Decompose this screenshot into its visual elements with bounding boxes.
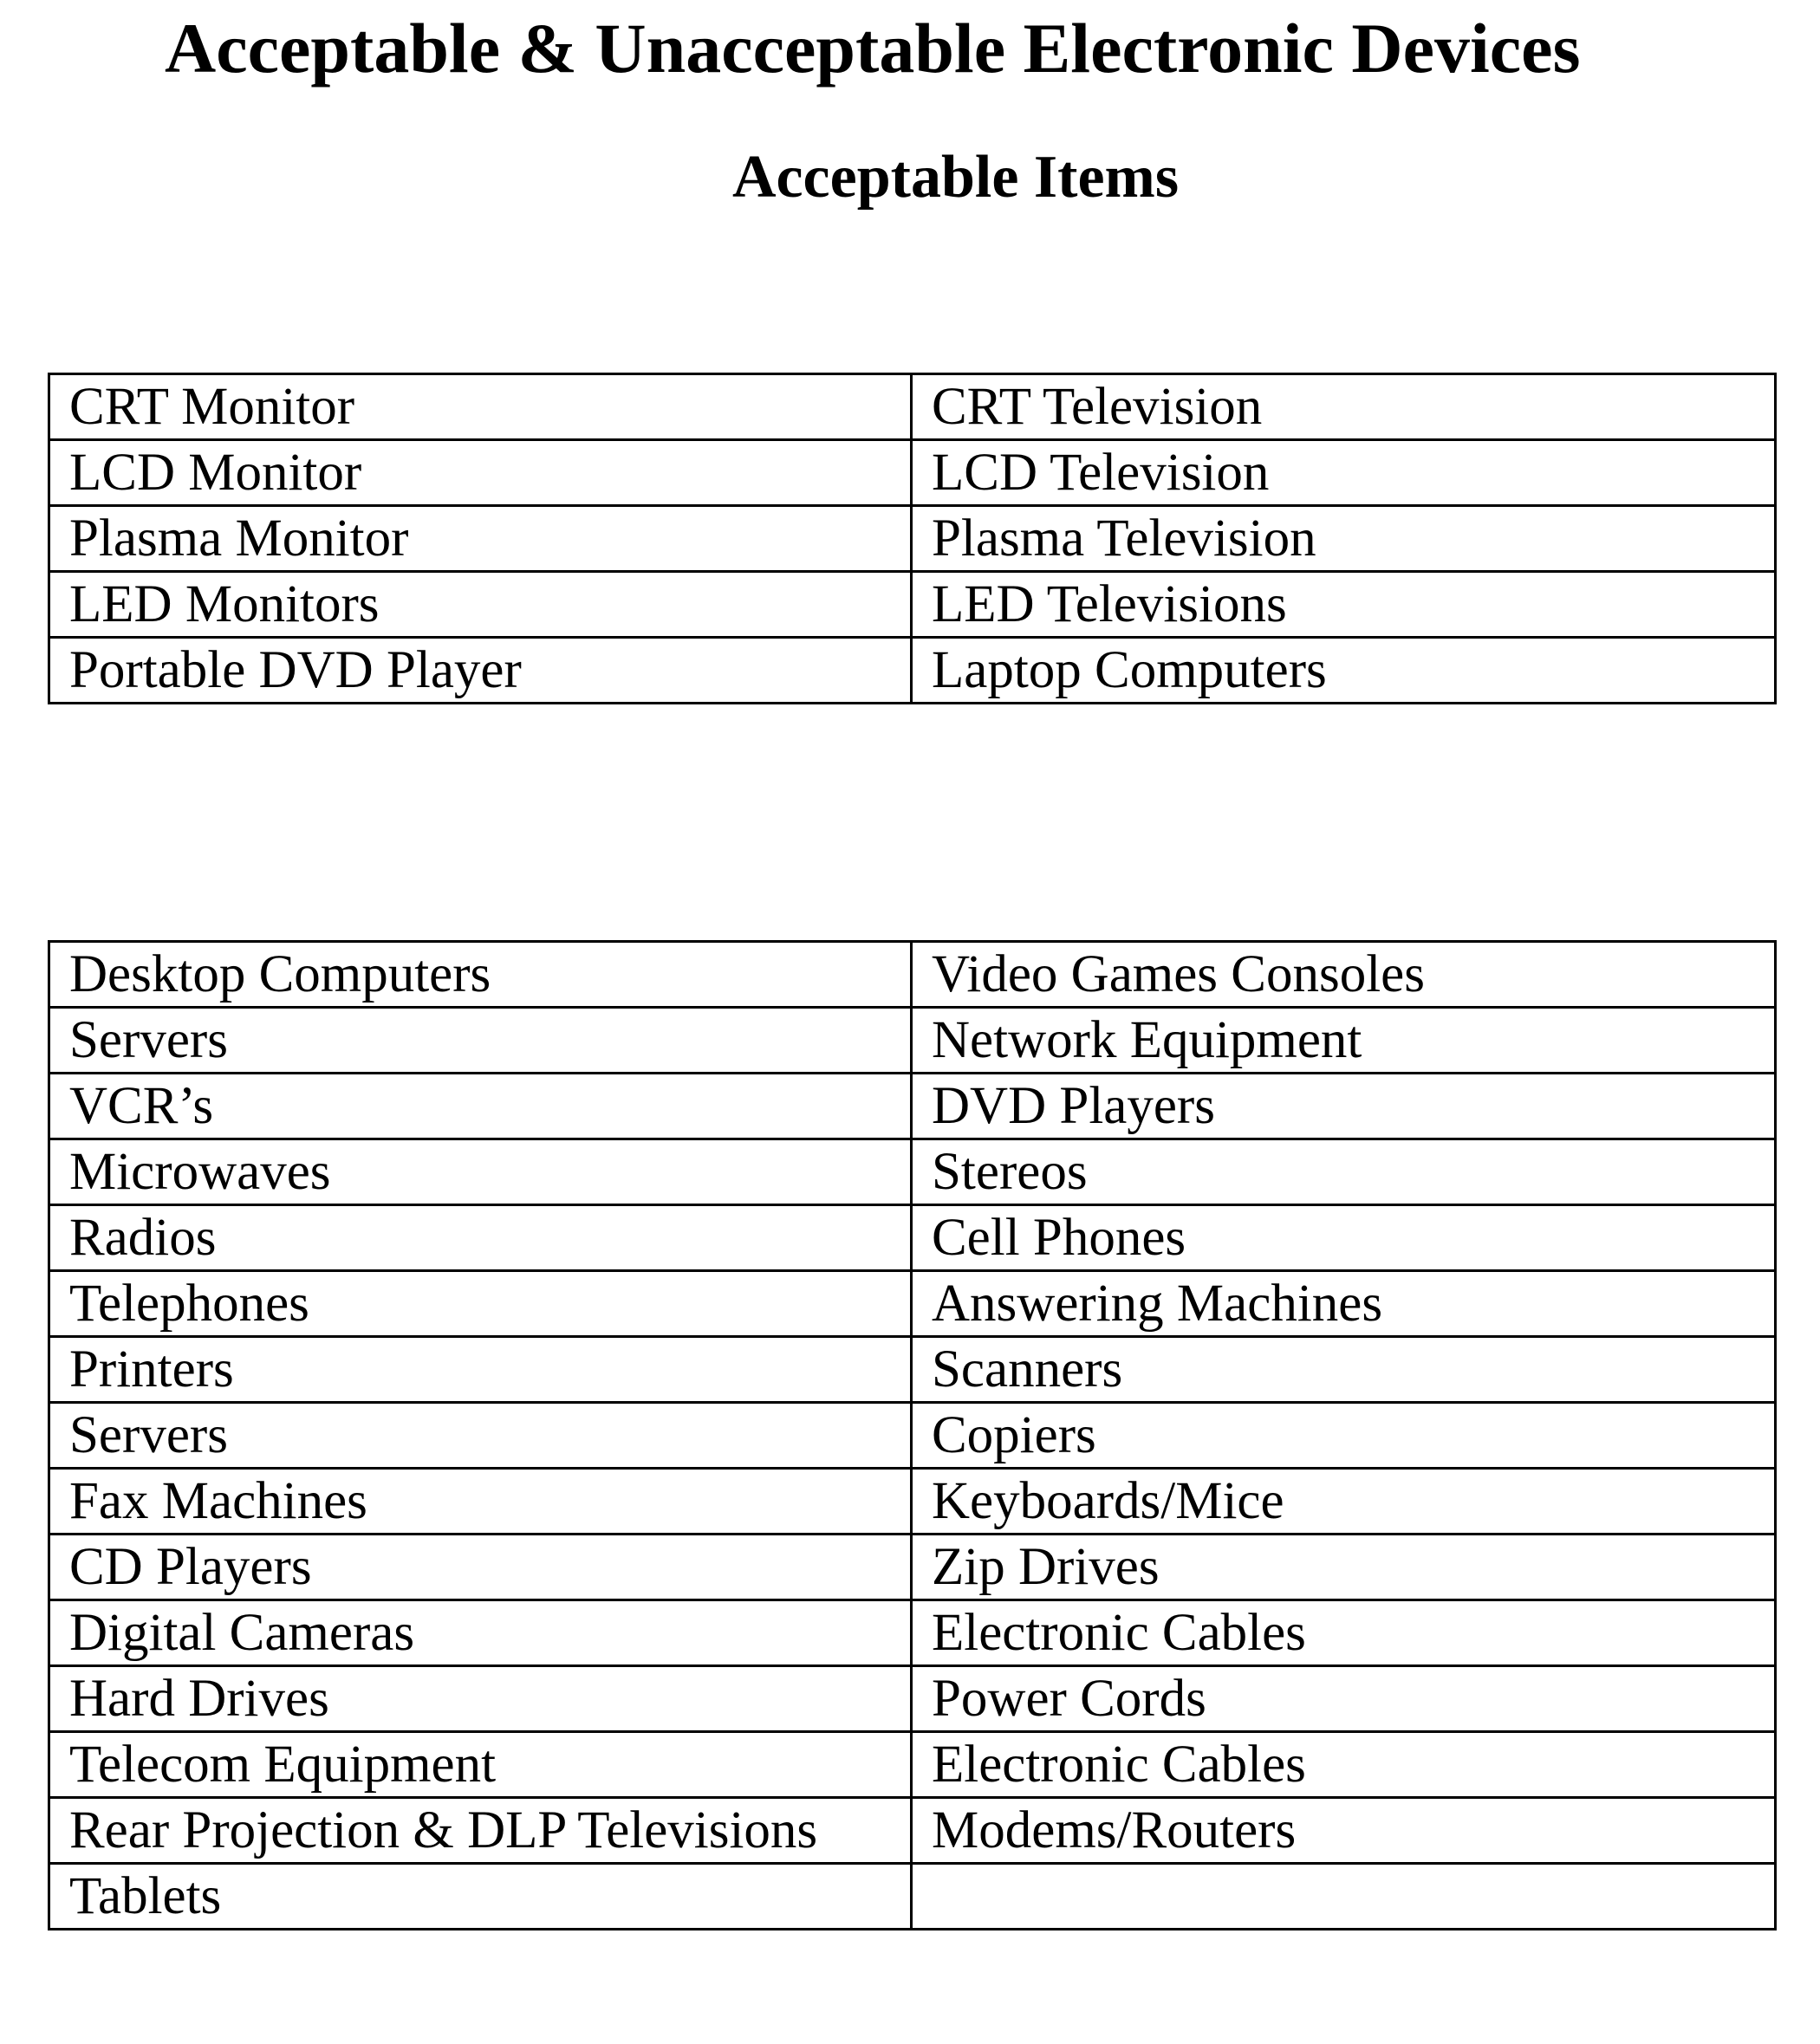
table-cell: Portable DVD Player [49, 638, 912, 704]
table-cell: Radios [49, 1205, 912, 1271]
table-cell: Digital Cameras [49, 1600, 912, 1666]
table-cell: Cell Phones [912, 1205, 1776, 1271]
table-cell: Hard Drives [49, 1666, 912, 1732]
table-row [49, 1469, 1776, 1535]
acceptable-items-table-monitors-tvs [48, 373, 1777, 704]
table-row [49, 1271, 1776, 1337]
table-cell: CRT Television [912, 374, 1776, 440]
acceptable-items-table-devices [48, 940, 1777, 1930]
table-row [49, 1535, 1776, 1600]
table-cell: Printers [49, 1337, 912, 1403]
table-cell: Servers [49, 1008, 912, 1074]
table-row [49, 1337, 1776, 1403]
table-cell: Copiers [912, 1403, 1776, 1469]
table-row [49, 1074, 1776, 1139]
table-cell: Telephones [49, 1271, 912, 1337]
table-cell: Electronic Cables [912, 1600, 1776, 1666]
table-row [49, 440, 1776, 506]
section-heading-acceptable-items: Acceptable Items [731, 144, 1180, 211]
table-cell: Keyboards/Mice [912, 1469, 1776, 1535]
table-row [49, 1798, 1776, 1864]
table-cell: Rear Projection & DLP Televisions [49, 1798, 912, 1864]
table-cell: DVD Players [912, 1074, 1776, 1139]
table-cell: Electronic Cables [912, 1732, 1776, 1798]
table-row [49, 1403, 1776, 1469]
table-row [49, 1666, 1776, 1732]
table-cell: Answering Machines [912, 1271, 1776, 1337]
table-cell: Tablets [49, 1864, 912, 1930]
table-cell: Stereos [912, 1139, 1776, 1205]
table-cell: CD Players [49, 1535, 912, 1600]
table-cell: VCR’s [49, 1074, 912, 1139]
table-cell: Plasma Television [912, 506, 1776, 572]
table-row [49, 638, 1776, 704]
table-cell: Video Games Consoles [912, 942, 1776, 1008]
table-cell: LED Monitors [49, 572, 912, 638]
table-cell: Microwaves [49, 1139, 912, 1205]
table-cell: Scanners [912, 1337, 1776, 1403]
table-row [49, 942, 1776, 1008]
table-row [49, 1864, 1776, 1930]
table-cell: Plasma Monitor [49, 506, 912, 572]
table-row [49, 1008, 1776, 1074]
page-title: Acceptable & Unacceptable Electronic Devices [165, 9, 1581, 88]
table-row [49, 572, 1776, 638]
table-cell: LCD Monitor [49, 440, 912, 506]
table-cell: Servers [49, 1403, 912, 1469]
table-cell: Laptop Computers [912, 638, 1776, 704]
table-row [49, 1205, 1776, 1271]
table-cell: Modems/Routers [912, 1798, 1776, 1864]
table-cell: Power Cords [912, 1666, 1776, 1732]
table-row [49, 1139, 1776, 1205]
table-cell: Network Equipment [912, 1008, 1776, 1074]
table-cell: LCD Television [912, 440, 1776, 506]
table-cell [912, 1864, 1776, 1930]
table-cell: Zip Drives [912, 1535, 1776, 1600]
table-row [49, 506, 1776, 572]
table-cell: CRT Monitor [49, 374, 912, 440]
table-row [49, 1600, 1776, 1666]
table-cell: Fax Machines [49, 1469, 912, 1535]
table-cell: Desktop Computers [49, 942, 912, 1008]
table-row [49, 1732, 1776, 1798]
table-cell: LED Televisions [912, 572, 1776, 638]
table-cell: Telecom Equipment [49, 1732, 912, 1798]
table-row [49, 374, 1776, 440]
